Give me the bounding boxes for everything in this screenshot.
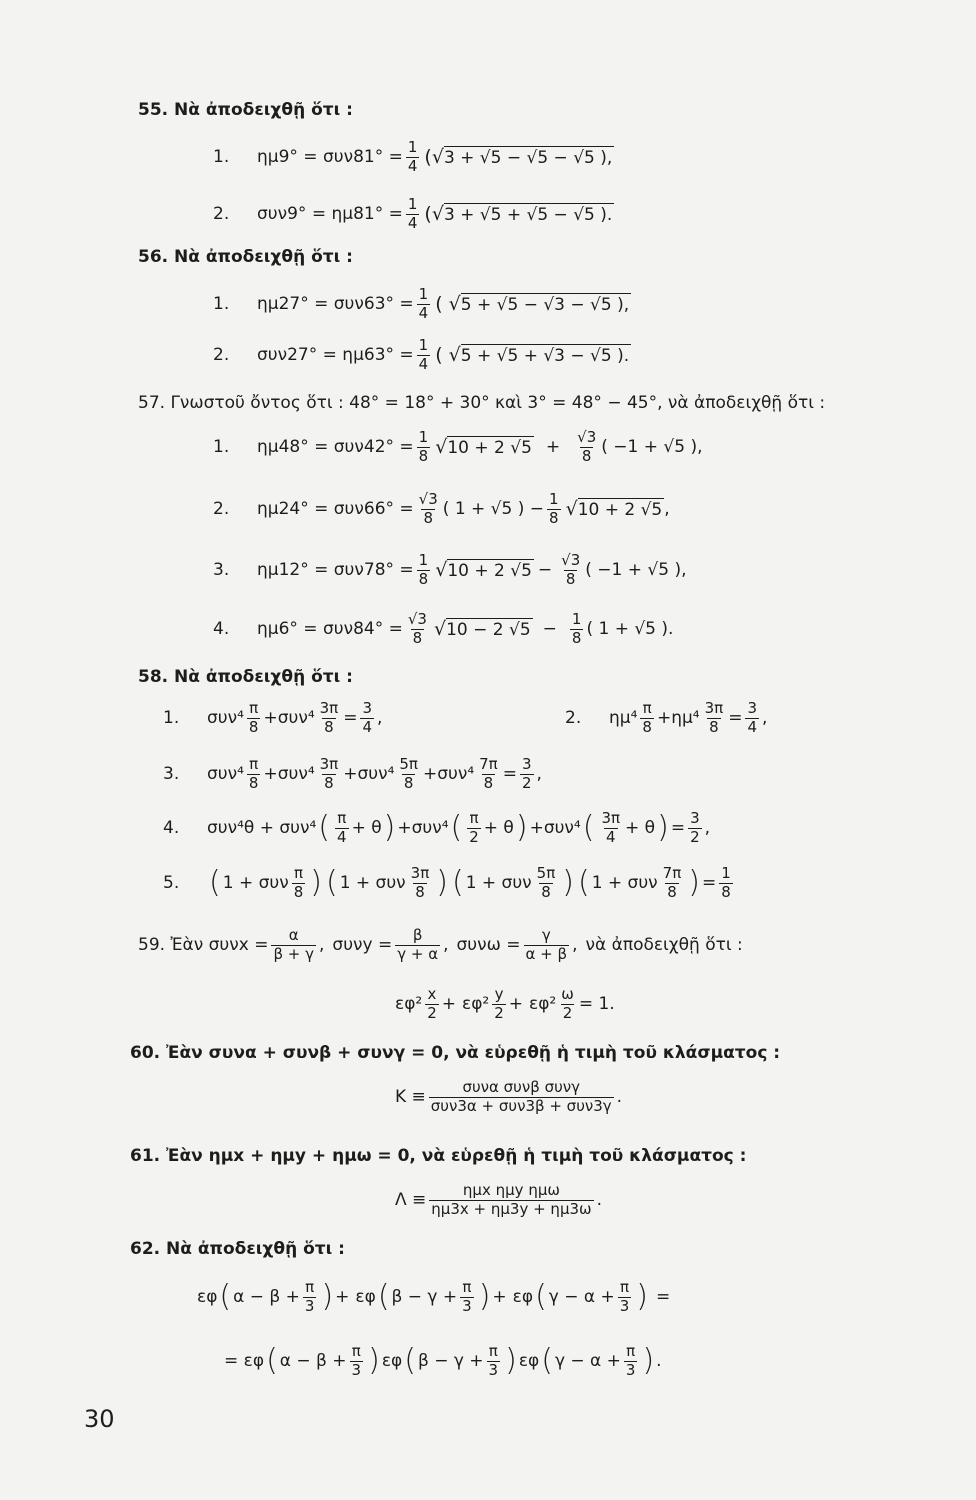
problem-56-heading: 56. Νὰ ἀποδειχθῇ ὅτι : — [138, 247, 353, 267]
eq-56-1: 1. ημ27° = συν63° = $\frac{1}{4}$ ( √ 5 + √5 − √3 − √5 ), — [213, 285, 630, 322]
eq-58-3: 3. συν⁴ π 8 + συν⁴ 3π 8 + συν⁴ 5π 8 + συν⁴ $\frac{7\pi}{8}$ = $\frac{3}{2}$ , — [163, 755, 542, 792]
eq-56-2: 2. συν27° = ημ63° = $\frac{1}{4}$ ( √ 5 + √5 + √3 − √5 ). — [213, 336, 630, 373]
problem-59: 59. Ἐὰν συνx = $\frac{\alpha}{\beta + \gamma}$ , συνy = $\frac{\beta}{\gamma + \alpha}$ , συνω = $\frac{\gamma}{\alpha + \beta}$ , νὰ ἀποδειχθῇ ὅτι : — [138, 926, 743, 963]
eq-57-2: 2. ημ24° = συν66° = $\frac{√3}{8}$ ( 1 + √5 ) − $\frac{1}{8}$ √ 10 + 2 √5 , — [213, 490, 670, 527]
eq-55-2: 2. συν9° = ημ81° = $\frac{1}{4}$ (√ 3 + √5 + √5 − √5 ). — [213, 195, 613, 232]
eq-57-1: 1. ημ48° = συν42° = $\frac{1}{8}$ √ 10 + 2 √5 + $\frac{√3}{8}$ ( −1 + √5 ), — [213, 428, 703, 465]
eq-60: K ≡ συνα συνβ συνγ συν3α + συν3β + συν3γ . — [395, 1078, 623, 1115]
problem-58-heading: 58. Νὰ ἀποδειχθῇ ὅτι : — [138, 667, 353, 687]
eq-57-3: 3. ημ12° = συν78° = $\frac{1}{8}$ √ 10 + 2 √5 − $\frac{√3}{8}$ ( −1 + √5 ), — [213, 551, 687, 588]
eq-62-line2: = εφ ( α − β + $\frac{\pi}{3}$ ) εφ ( β − γ + $\frac{\pi}{3}$ ) εφ ( γ − α + $\frac{\pi}{3}$ ) . — [224, 1342, 662, 1379]
problem-62-heading: 62. Νὰ ἀποδειχθῇ ὅτι : — [130, 1239, 345, 1259]
page-number: 30 — [84, 1405, 115, 1433]
eq-58-1: 1. συν⁴ π 8 + συν⁴ $\frac{3\pi}{8}$ = $\frac{3}{4}$ , — [163, 699, 383, 736]
eq-62-line1: εφ ( α − β + $\frac{\pi}{3}$ ) + εφ ( β − γ + $\frac{\pi}{3}$ ) + εφ ( γ − α + $\frac{\pi}{3}$ ) = — [197, 1278, 671, 1315]
label: 1. — [213, 147, 230, 168]
eq-61: Λ ≡ ημx ημy ημω ημ3x + ημ3y + ημ3ω . — [395, 1181, 602, 1218]
eq-58-5: 5. ( 1 + συν π 8 ) ( 1 + συν 3π 8 ) ( 1 + συν 5π 8 ) ( 1 + συν 7π 8 ) = $\frac{1}{8}$ — [163, 864, 731, 901]
problem-61-heading: 61. Ἐὰν ημx + ημy + ημω = 0, νὰ εὑρεθῇ ἡ τιμὴ τοῦ κλάσματος : — [130, 1146, 747, 1166]
problem-55-heading: 55. Νὰ ἀποδειχθῇ ὅτι : — [138, 100, 353, 120]
eq-58-4: 4. συν⁴θ + συν⁴ ( π 4 + θ ) + συν⁴ ( π 2 + θ ) + συν⁴ ( 3π 4 + θ ) = $\frac{3}{2}$ , — [163, 809, 711, 846]
eq-58-2: 2. ημ⁴ π 8 + ημ⁴ $\frac{3\pi}{8}$ = $\frac{3}{4}$ , — [565, 699, 768, 736]
problem-60-heading: 60. Ἐὰν συνα + συνβ + συνγ = 0, νὰ εὑρεθῇ ἡ τιμὴ τοῦ κλάσματος : — [130, 1043, 781, 1063]
eq-59: εφ² x 2 + εφ² y 2 + εφ² $\frac{\omega}{2}$ = 1. — [395, 985, 615, 1022]
eq-55-1: 1. ημ9° = συν81° = $\frac{1}{4}$ (√ 3 + √5 − √5 − √5 ), — [213, 138, 613, 175]
eq-57-4: 4. ημ6° = συν84° = $\frac{√3}{8}$ √ 10 − 2 √5 − $\frac{1}{8}$ ( 1 + √5 ). — [213, 610, 674, 647]
problem-57-heading: 57. Γνωστοῦ ὄντος ὅτι : 48° = 18° + 30° καὶ 3° = 48° − 45°, νὰ ἀποδειχθῇ ὅτι : — [138, 393, 826, 413]
